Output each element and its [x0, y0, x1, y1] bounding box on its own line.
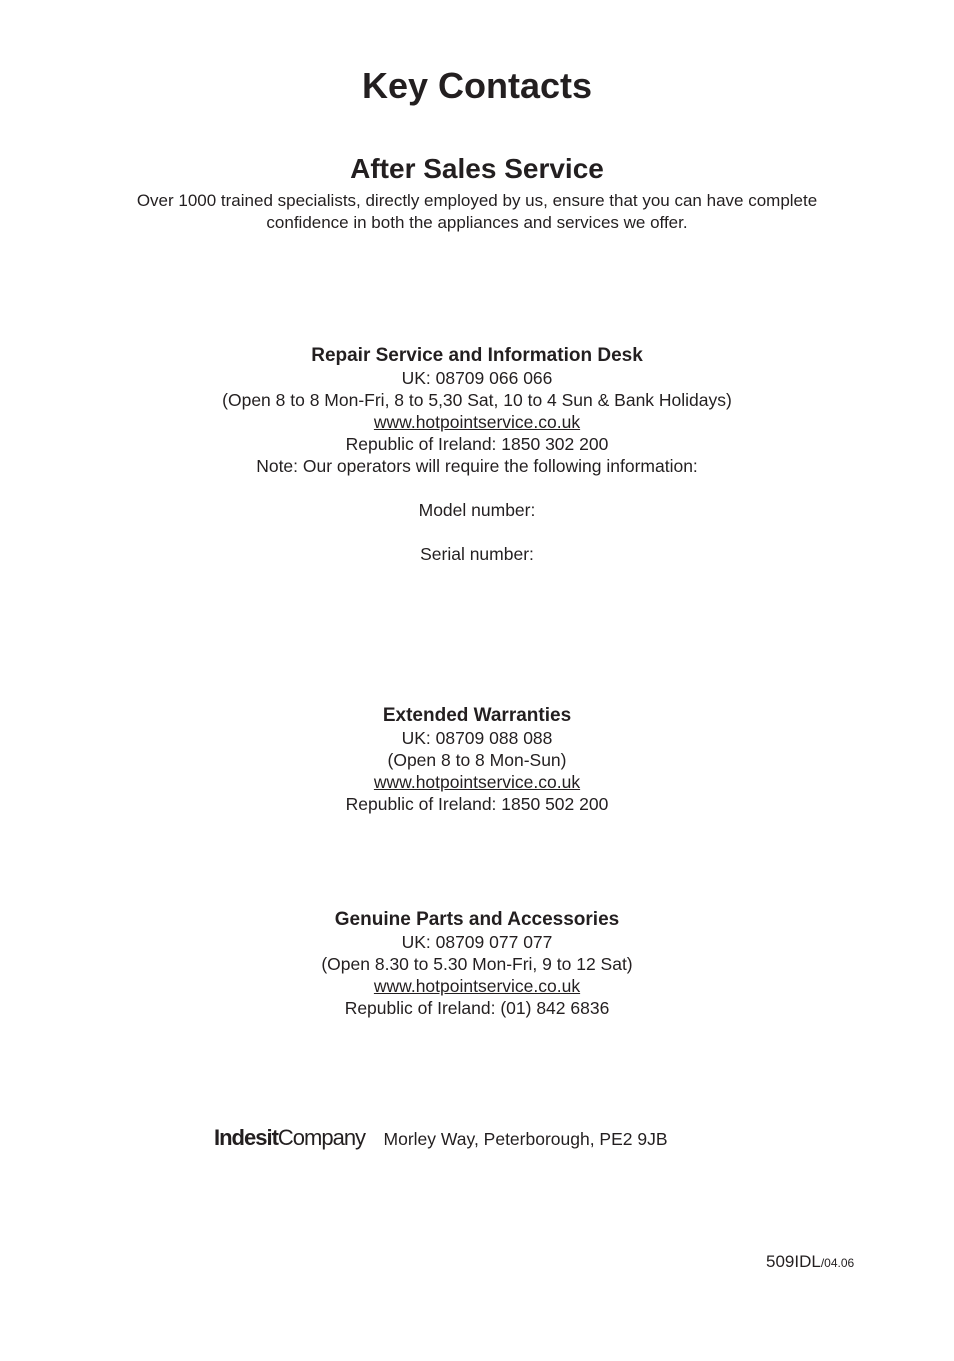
repair-website-link[interactable]: www.hotpointservice.co.uk: [373, 412, 581, 432]
repair-heading: Repair Service and Information Desk: [311, 345, 643, 366]
document-code-date: /04.06: [820, 1256, 855, 1270]
repair-note: Note: Our operators will require the following information:: [256, 456, 698, 476]
parts-heading: Genuine Parts and Accessories: [334, 909, 620, 930]
company-footer: [214, 1125, 668, 1157]
indesit-company-logo: IndesitCompany: [214, 1125, 366, 1150]
warranties-heading: Extended Warranties: [382, 705, 572, 726]
warranties-ireland-phone: Republic of Ireland: 1850 502 200: [345, 794, 609, 814]
warranties-website-link[interactable]: www.hotpointservice.co.uk: [373, 772, 581, 792]
document-code: [766, 1252, 854, 1272]
parts-website-link[interactable]: www.hotpointservice.co.uk: [373, 976, 581, 996]
parts-section: [0, 909, 954, 1019]
serial-number-label: Serial number:: [420, 544, 534, 564]
repair-ireland-phone: Republic of Ireland: 1850 302 200: [345, 434, 609, 454]
parts-hours: (Open 8.30 to 5.30 Mon-Fri, 9 to 12 Sat): [321, 954, 633, 974]
repair-hours: (Open 8 to 8 Mon-Fri, 8 to 5,30 Sat, 10 to 4 Sun & Bank Holidays): [222, 390, 732, 410]
model-number-label: Model number:: [418, 500, 536, 520]
repair-section: [0, 345, 954, 565]
intro-line-2: confidence in both the appliances and services we offer.: [266, 213, 688, 232]
warranties-uk-phone: UK: 08709 088 088: [401, 728, 553, 748]
repair-uk-phone: UK: 08709 066 066: [401, 368, 553, 388]
document-code-main: 509IDL: [766, 1252, 821, 1271]
parts-uk-phone: UK: 08709 077 077: [401, 932, 553, 952]
after-sales-intro: [0, 190, 954, 234]
intro-line-1: Over 1000 trained specialists, directly employed by us, ensure that you can have complete: [136, 191, 818, 210]
page-title: Key Contacts: [361, 65, 593, 106]
company-address: Morley Way, Peterborough, PE2 9JB: [383, 1129, 668, 1149]
parts-ireland-phone: Republic of Ireland: (01) 842 6836: [344, 998, 610, 1018]
warranties-hours: (Open 8 to 8 Mon-Sun): [387, 750, 567, 770]
after-sales-heading: After Sales Service: [350, 153, 604, 184]
warranties-section: [0, 705, 954, 815]
